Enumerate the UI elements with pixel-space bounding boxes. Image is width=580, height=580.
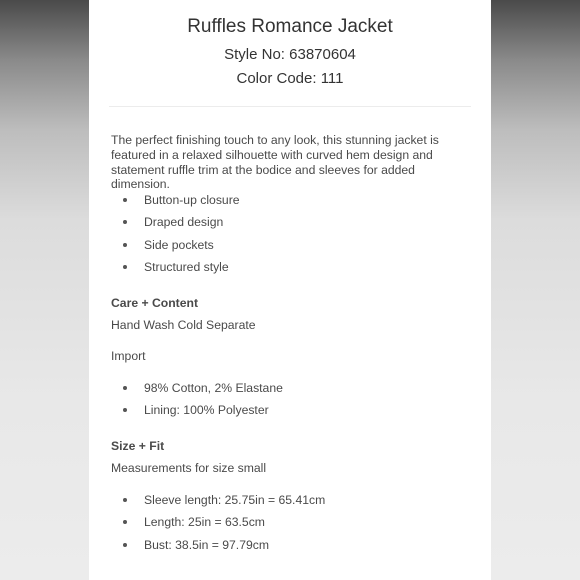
size-heading: Size + Fit [111,439,165,453]
list-item [111,492,325,514]
measurement-text: Sleeve length: 25.75in = 65.41cm [144,493,326,507]
bullet-icon [123,220,127,224]
bullet-icon [123,520,127,524]
list-item [111,259,240,281]
bullet-icon [123,265,127,269]
list-item [111,380,283,402]
list-item [111,514,325,536]
size-note: Measurements for size small [111,461,267,475]
material-text: Lining: 100% Polyester [144,403,269,418]
materials-list [111,380,283,425]
color-code: Color Code: 111 [236,70,344,87]
bullet-icon [123,243,127,247]
measurements-list [111,492,325,559]
list-item [111,537,325,559]
feature-text: Button-up closure [144,193,240,207]
measurement-text: Length: 25in = 63.5cm [144,515,265,530]
feature-text: Side pockets [144,237,214,252]
list-item [111,214,240,236]
care-heading: Care + Content [111,296,199,310]
measurement-text: Bust: 38.5in = 97.79cm [144,537,269,552]
divider [109,106,471,107]
feature-text: Structured style [144,259,229,274]
bullet-icon [123,498,127,502]
product-details-card [89,0,491,580]
bullet-icon [123,386,127,390]
product-description: The perfect finishing touch to any look, this stunning jacket is featured in a relaxed silhouette with curved hem design and statement ruffle trim at the bodice and sleeves for added dimension. [111,133,439,192]
style-number: Style No: 63870604 [224,46,356,63]
feature-text: Draped design [144,215,224,230]
list-item [111,402,283,424]
list-item [111,192,240,214]
bullet-icon [123,408,127,412]
list-item [111,237,240,259]
care-instructions: Hand Wash Cold Separate [111,318,256,332]
product-title: Ruffles Romance Jacket [187,16,393,37]
origin-text: Import [111,349,146,363]
bullet-icon [123,543,127,547]
feature-list [111,192,240,281]
bullet-icon [123,198,127,202]
material-text: 98% Cotton, 2% Elastane [144,381,283,395]
